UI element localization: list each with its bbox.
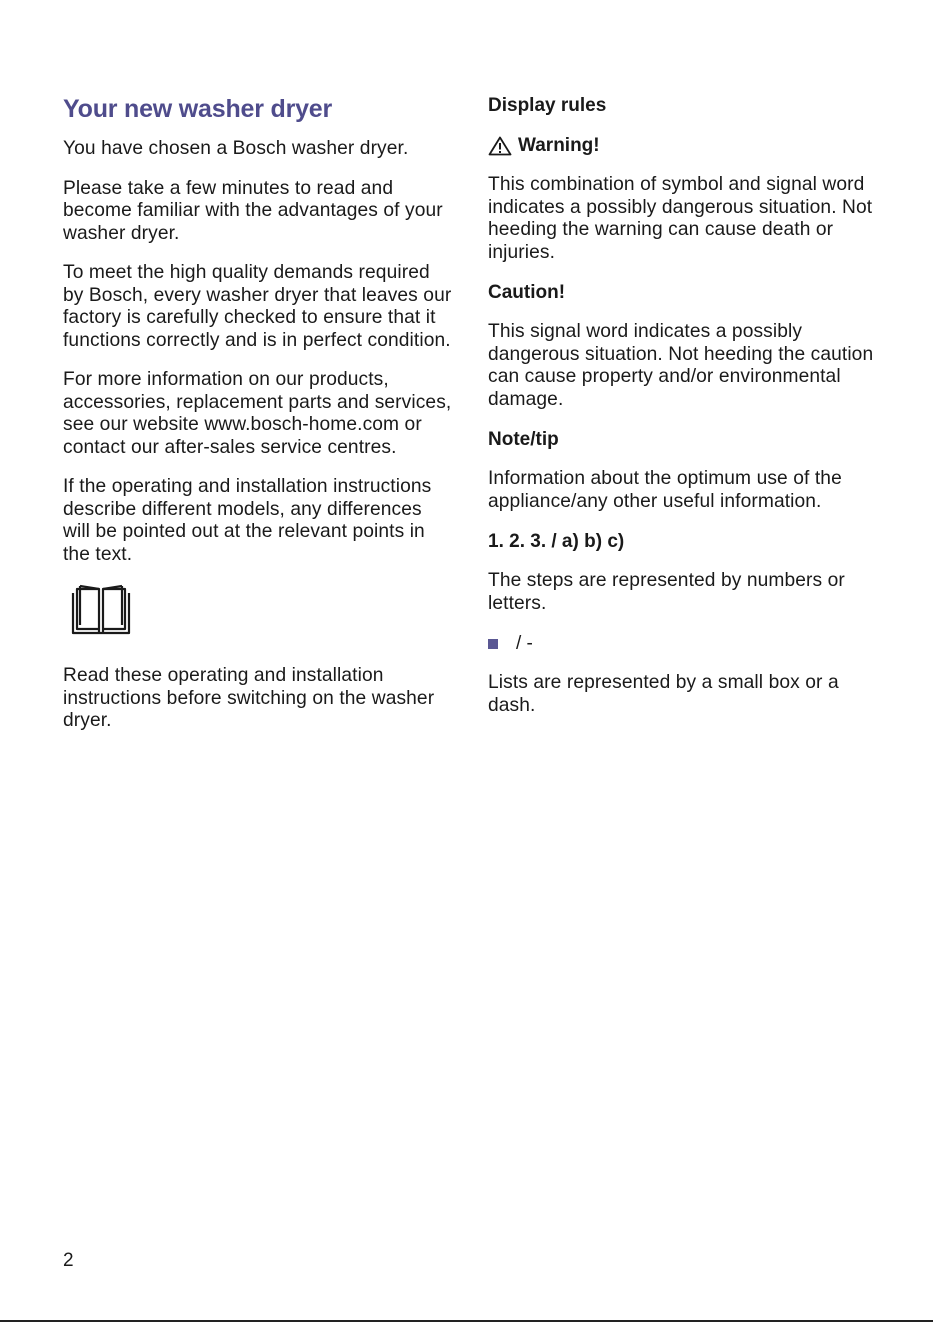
intro-paragraph: You have chosen a Bosch washer dryer.	[63, 138, 409, 159]
warning-triangle-icon	[488, 136, 512, 156]
page-title: Your new washer dryer	[63, 95, 333, 123]
left-column	[63, 94, 453, 750]
familiarize-paragraph: Please take a few minutes to read and become familiar with the advantages of your washer dryer.	[63, 177, 443, 244]
models-paragraph: If the operating and installation instructions describe different models, any differences will be pointed out at the relevant points in the text.	[63, 476, 432, 565]
caution-text: This signal word indicates a possibly dangerous situation. Not heeding the caution can cause property and/or environmental damage.	[488, 321, 874, 410]
small-box-icon	[488, 639, 498, 649]
lists-text: Lists are represented by a small box or a dash.	[488, 672, 839, 716]
warning-text: This combination of symbol and signal word indicates a possibly dangerous situation. Not heeding the warning can cause death or injuries.	[488, 174, 873, 263]
list-symbols	[488, 632, 888, 656]
note-text: Information about the optimum use of the appliance/any other useful information.	[488, 468, 842, 512]
note-heading: Note/tip	[488, 429, 559, 450]
steps-heading: 1. 2. 3. / a) b) c)	[488, 531, 625, 552]
more-info-paragraph: For more information on our products, accessories, replacement parts and services, see our website www.bosch-home.com or contact our after-sales service centres.	[63, 369, 452, 458]
read-before-paragraph: Read these operating and installation instructions before switching on the washer dryer.	[63, 665, 435, 731]
page-number: 2	[63, 1250, 74, 1271]
steps-text: The steps are represented by numbers or letters.	[488, 570, 845, 614]
quality-paragraph: To meet the high quality demands required by Bosch, every washer dryer that leaves our factory is carefully checked to ensure that it functions correctly and is in perfect condition.	[63, 262, 452, 351]
bottom-divider	[0, 1320, 933, 1322]
display-rules-heading: Display rules	[488, 95, 607, 116]
open-book-icon	[69, 583, 133, 637]
right-column	[488, 94, 888, 734]
list-symbol-text: / -	[516, 633, 533, 654]
caution-heading: Caution!	[488, 282, 566, 303]
warning-heading	[488, 134, 888, 158]
warning-label: Warning!	[518, 135, 600, 156]
